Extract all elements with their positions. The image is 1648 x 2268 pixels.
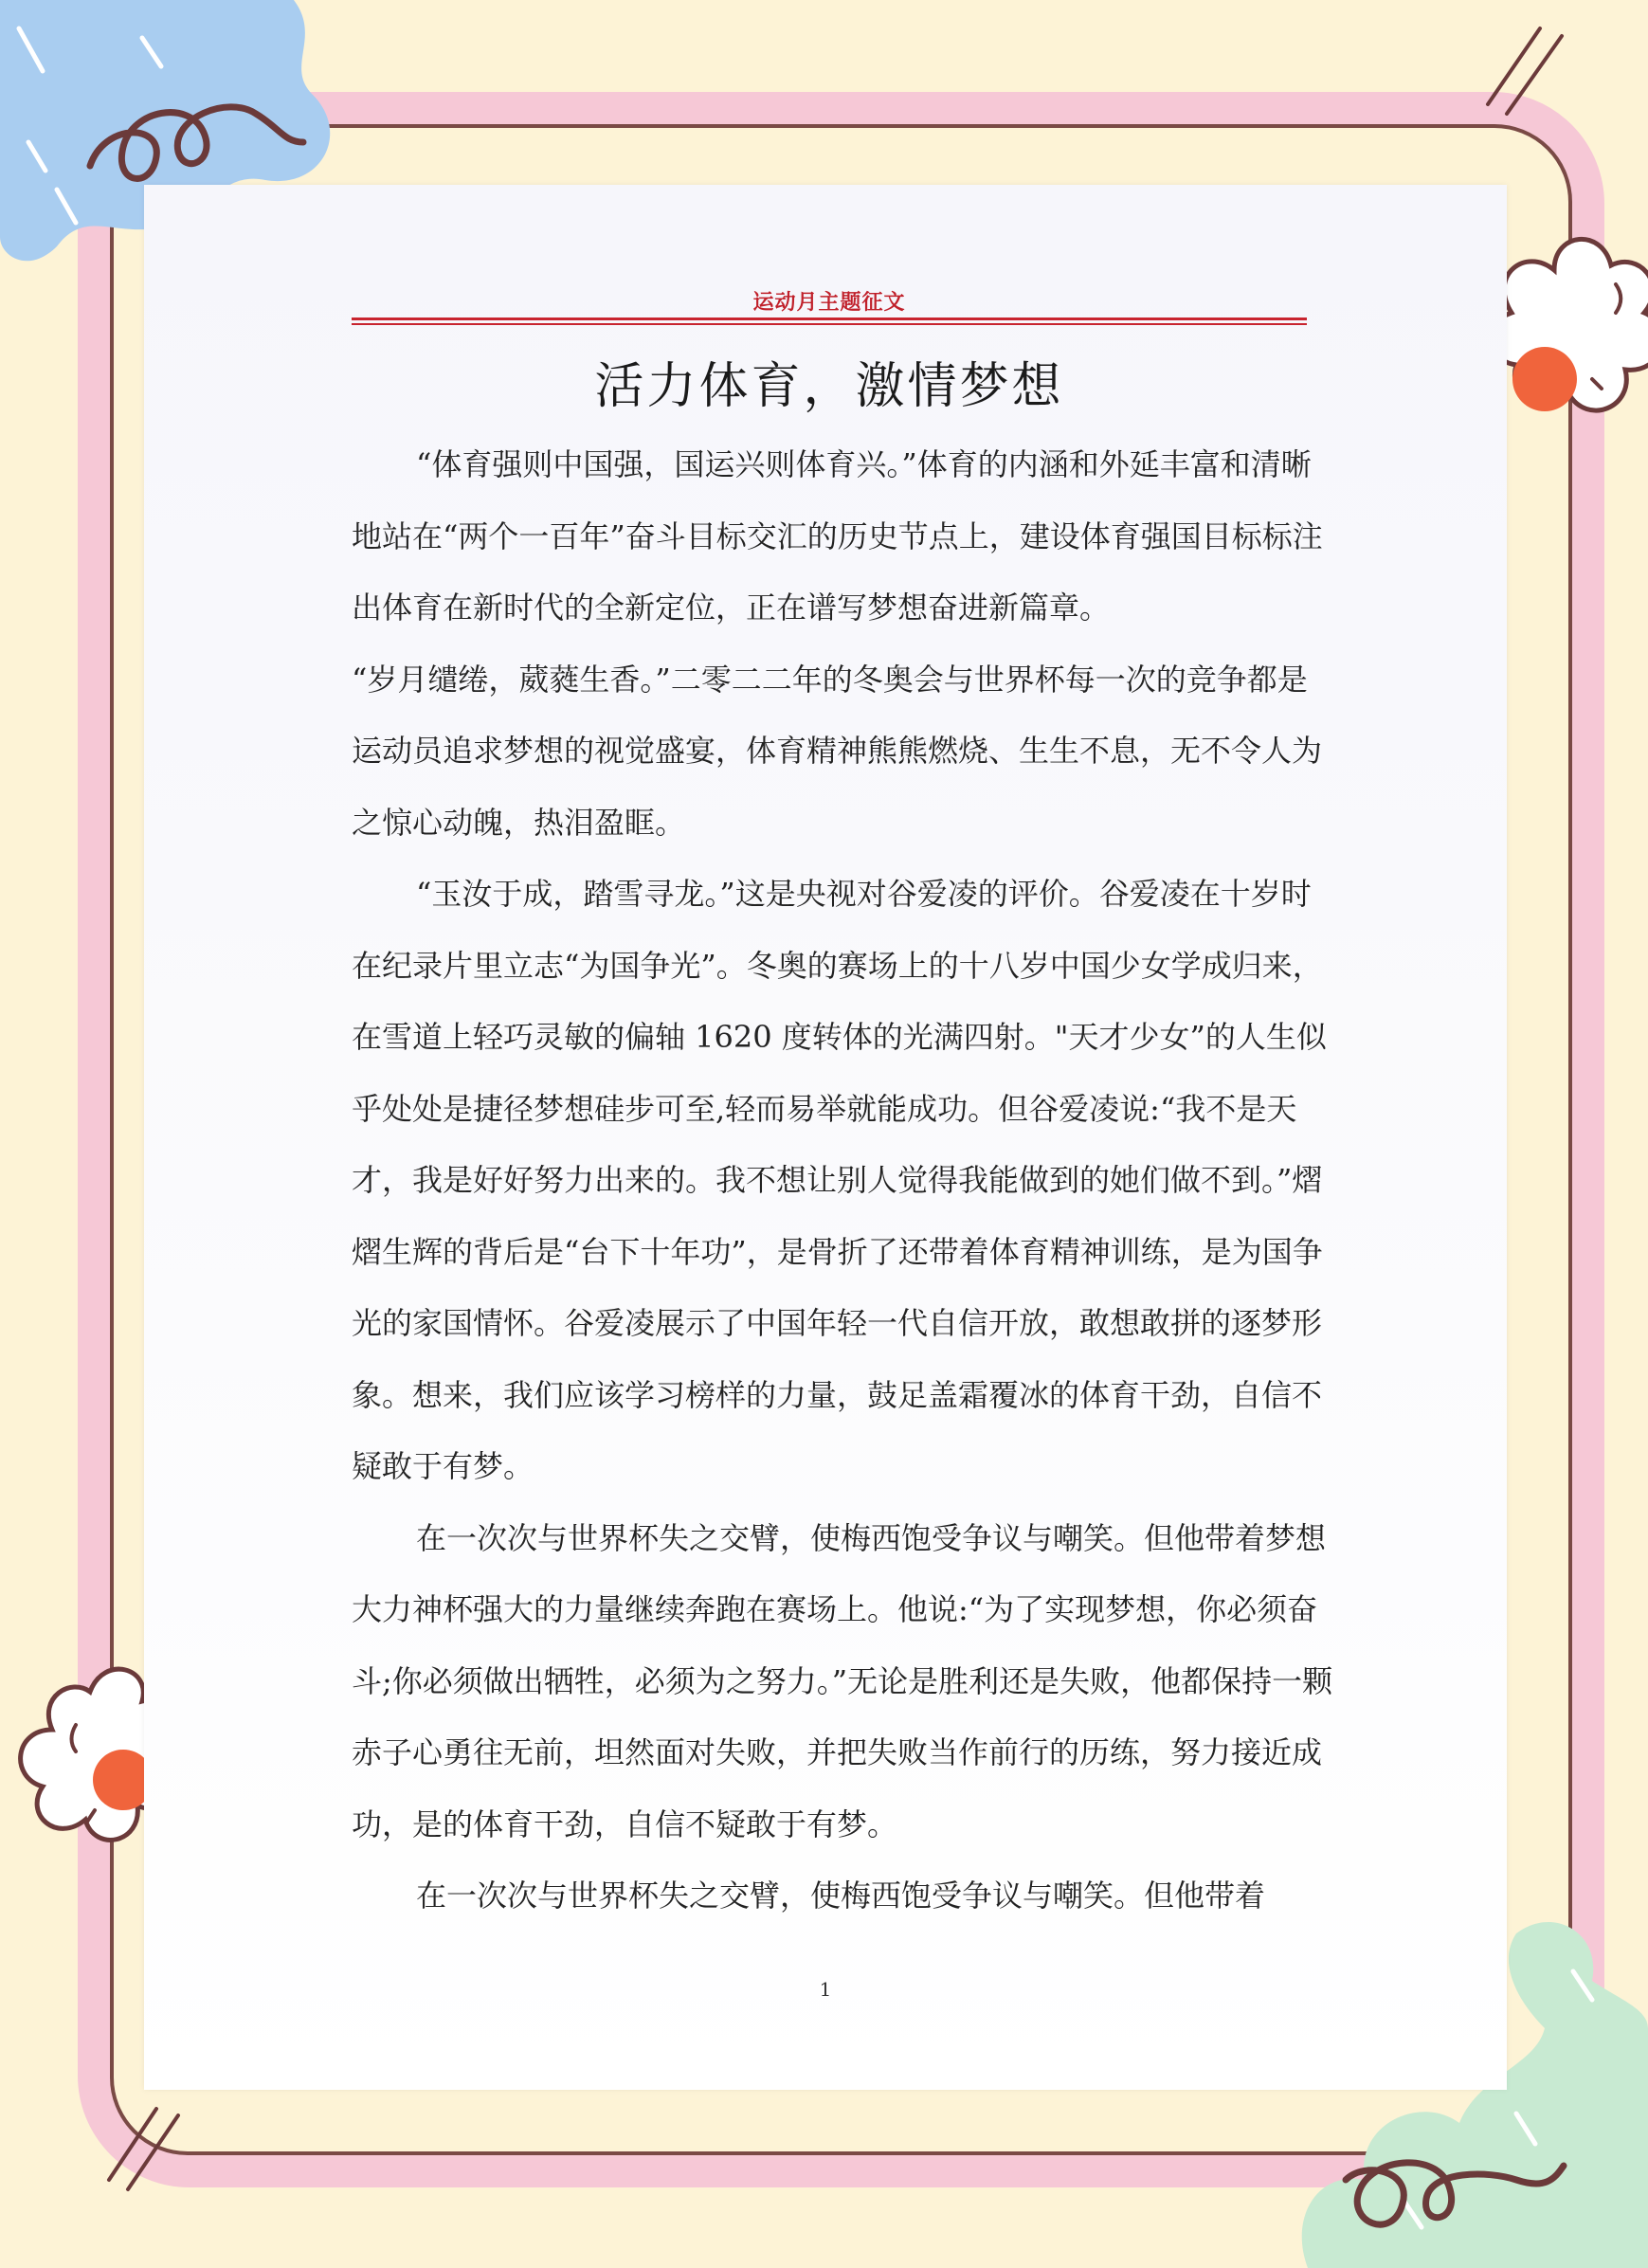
header-rule: [352, 323, 1307, 325]
header-rule: [352, 318, 1307, 320]
paragraph: “体育强则中国强，国运兴则体育兴。”体育的内涵和外延丰富和清晰地站在“两个一百年”奋斗目标交汇的历史节点上，建设体育强国目标标注出体育在新时代的全新定位，正在谱写梦想奋进新篇章。: [352, 446, 1323, 626]
paragraph: 在一次次与世界杯失之交臂，使梅西饱受争议与嘲笑。但他带着梦想大力神杯强大的力量继续奔跑在赛场上。他说:“为了实现梦想，你必须奋斗;你必须做出牺牲，必须为之努力。”无论是胜利还是失败，他都保持一颗赤子心勇往无前，坦然面对失败，并把失败当作前行的历练，努力接近成功，是的体育干劲，自信不疑敢于有梦。: [352, 1519, 1333, 1842]
document-body: [352, 429, 1337, 1932]
document-page: [144, 185, 1507, 2090]
paragraph: “岁月缱绻，葳蕤生香。”二零二二年的冬奥会与世界杯每一次的竞争都是运动员追求梦想的视觉盛宴，体育精神熊熊燃烧、生生不息，无不令人为之惊心动魄，热泪盈眶。: [352, 661, 1323, 841]
document-header: 运动月主题征文: [752, 291, 906, 315]
flower-icon: [1491, 239, 1648, 411]
paragraph: 在一次次与世界杯失之交臂，使梅西饱受争议与嘲笑。但他带着: [416, 1878, 1266, 1914]
paragraph: “玉汝于成，踏雪寻龙。”这是央视对谷爱凌的评价。谷爱凌在十岁时在纪录片里立志“为国争光”。冬奥的赛场上的十八岁中国少女学成归来，在雪道上轻巧灵敏的偏轴 1620 度转体的光满四射。"天才少女”的人生似乎处处是捷径梦想硅步可至,轻而易举就能成功。但谷爱凌说:“我不是天才，我是好好努力出来的。我不想让别人觉得我能做到的她们做不到。”熠熠生辉的背后是“台下十年功”，是骨折了还带着体育精神训练，是为国争光的家国情怀。谷爱凌展示了中国年轻一代自信开放，敢想敢拼的逐梦形象。想来，我们应该学习榜样的力量，鼓足盖霜覆冰的体育干劲，自信不疑敢于有梦。: [352, 876, 1327, 1484]
document-title: 活力体育，激情梦想: [594, 358, 1064, 415]
page-number: 1: [819, 1978, 832, 2001]
